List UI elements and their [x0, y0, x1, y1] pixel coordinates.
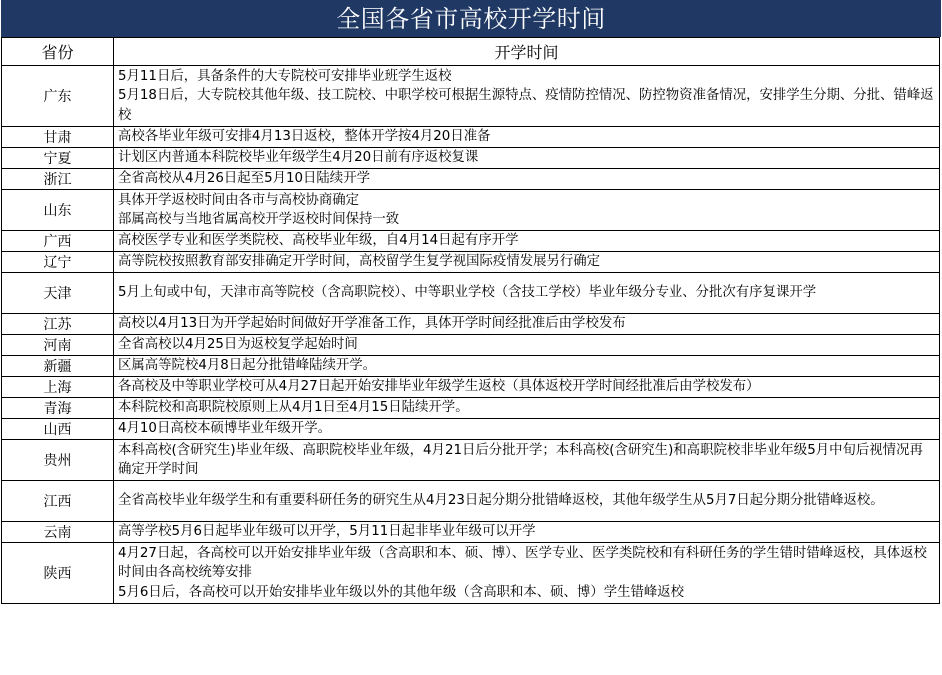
- time-line: 高校医学专业和医学类院校、高校毕业年级，自4月14日起有序开学: [118, 233, 519, 249]
- header-province: 省份: [2, 38, 114, 66]
- header-time: 开学时间: [114, 38, 940, 66]
- province-cell: 山西: [2, 419, 114, 440]
- time-cell: [114, 190, 940, 231]
- province-cell: 江苏: [2, 314, 114, 335]
- time-line: 本科高校(含研究生)毕业年级、高职院校毕业年级，4月21日后分批开学；本科高校(含研究生)和高职院校非毕业年级5月中旬后视情况再确定开学时间: [118, 442, 923, 477]
- table-row: [2, 481, 940, 522]
- time-cell: [114, 543, 940, 604]
- province-cell: 贵州: [2, 440, 114, 481]
- time-cell: [114, 314, 940, 335]
- time-line: 全省高校以4月25日为返校复学起始时间: [118, 337, 358, 353]
- table-row: [2, 231, 940, 252]
- time-line: 本科院校和高职院校原则上从4月1日至4月15日陆续开学。: [118, 400, 469, 416]
- time-line: 4月27日起，各高校可以开始安排毕业年级（含高职和本、硕、博）、医学专业、医学类院校和有科研任务的学生错时错峰返校，具体返校时间由各高校统筹安排: [118, 545, 927, 581]
- time-line: 具体开学返校时间由各市与高校协商确定: [118, 192, 360, 208]
- time-cell: [114, 440, 940, 481]
- time-cell: [114, 419, 940, 440]
- time-cell: [114, 231, 940, 252]
- time-line: 全省高校从4月26日起至5月10日陆续开学: [118, 171, 370, 187]
- table-row: [2, 398, 940, 419]
- table-row: [2, 377, 940, 398]
- province-cell: 天津: [2, 273, 114, 314]
- province-cell: 青海: [2, 398, 114, 419]
- province-cell: 山东: [2, 190, 114, 231]
- province-cell: 江西: [2, 481, 114, 522]
- table-row: [2, 543, 940, 604]
- time-line: 高校以4月13日为开学起始时间做好开学准备工作，具体开学时间经批准后由学校发布: [118, 316, 626, 332]
- province-cell: 云南: [2, 522, 114, 543]
- table-row: [2, 127, 940, 148]
- header-row: [2, 38, 940, 66]
- table-row: [2, 356, 940, 377]
- table-row: [2, 522, 940, 543]
- table-row: [2, 440, 940, 481]
- table-row: [2, 190, 940, 231]
- time-line: 5月上旬或中旬，天津市高等院校（含高职院校）、中等职业学校（含技工学校）毕业年级分专业、分批次有序复课开学: [118, 285, 817, 301]
- province-cell: 新疆: [2, 356, 114, 377]
- time-line: 部属高校与当地省属高校开学返校时间保持一致: [118, 212, 400, 227]
- table-row: [2, 273, 940, 314]
- time-line: 5月18日后，大专院校其他年级、技工院校、中职学校可根据生源特点、疫情防控情况、防控物资准备情况，安排学生分期、分批、错峰返校: [118, 88, 934, 123]
- time-line: 5月6日后，各高校可以开始安排毕业年级以外的其他年级（含高职和本、硕、博）学生错峰返校: [118, 584, 685, 600]
- province-cell: 河南: [2, 335, 114, 356]
- sheet-title: 全国各省市高校开学时间: [1, 0, 941, 37]
- time-line: 高校各毕业年级可安排4月13日返校，整体开学按4月20日准备: [118, 129, 491, 145]
- schedule-sheet: [1, 0, 941, 604]
- time-cell: [114, 335, 940, 356]
- table-row: [2, 66, 940, 127]
- table-row: [2, 169, 940, 190]
- time-line: 5月11日后，具备条件的大专院校可安排毕业班学生返校: [118, 68, 452, 84]
- province-cell: 辽宁: [2, 252, 114, 273]
- time-line: 区属高等院校4月8日起分批错峰陆续开学。: [118, 358, 377, 374]
- time-cell: [114, 481, 940, 522]
- province-cell: 陕西: [2, 543, 114, 604]
- time-cell: [114, 127, 940, 148]
- province-cell: 宁夏: [2, 148, 114, 169]
- time-cell: [114, 252, 940, 273]
- province-cell: 广西: [2, 231, 114, 252]
- time-cell: [114, 377, 940, 398]
- province-cell: 广东: [2, 66, 114, 127]
- time-line: 全省高校毕业年级学生和有重要科研任务的研究生从4月23日起分期分批错峰返校，其他年级学生从5月7日起分期分批错峰返校。: [118, 493, 884, 509]
- province-cell: 浙江: [2, 169, 114, 190]
- table-row: [2, 314, 940, 335]
- time-cell: [114, 148, 940, 169]
- time-line: 高等学校5月6日起毕业年级可以开学，5月11日起非毕业年级可以开学: [118, 524, 536, 540]
- schedule-table: [1, 37, 940, 604]
- table-row: [2, 252, 940, 273]
- table-row: [2, 335, 940, 356]
- time-cell: [114, 398, 940, 419]
- province-cell: 上海: [2, 377, 114, 398]
- table-row: [2, 148, 940, 169]
- time-line: 高等院校按照教育部安排确定开学时间，高校留学生复学视国际疫情发展另行确定: [118, 254, 601, 270]
- time-line: 4月10日高校本硕博毕业年级开学。: [118, 421, 332, 437]
- time-cell: [114, 522, 940, 543]
- time-line: 计划区内普通本科院校毕业年级学生4月20日前有序返校复课: [118, 150, 479, 166]
- province-cell: 甘肃: [2, 127, 114, 148]
- time-cell: [114, 356, 940, 377]
- time-cell: [114, 66, 940, 127]
- time-cell: [114, 169, 940, 190]
- table-row: [2, 419, 940, 440]
- time-line: 各高校及中等职业学校可从4月27日起开始安排毕业年级学生返校（具体返校开学时间经批准后由学校发布）: [118, 379, 760, 395]
- time-cell: [114, 273, 940, 314]
